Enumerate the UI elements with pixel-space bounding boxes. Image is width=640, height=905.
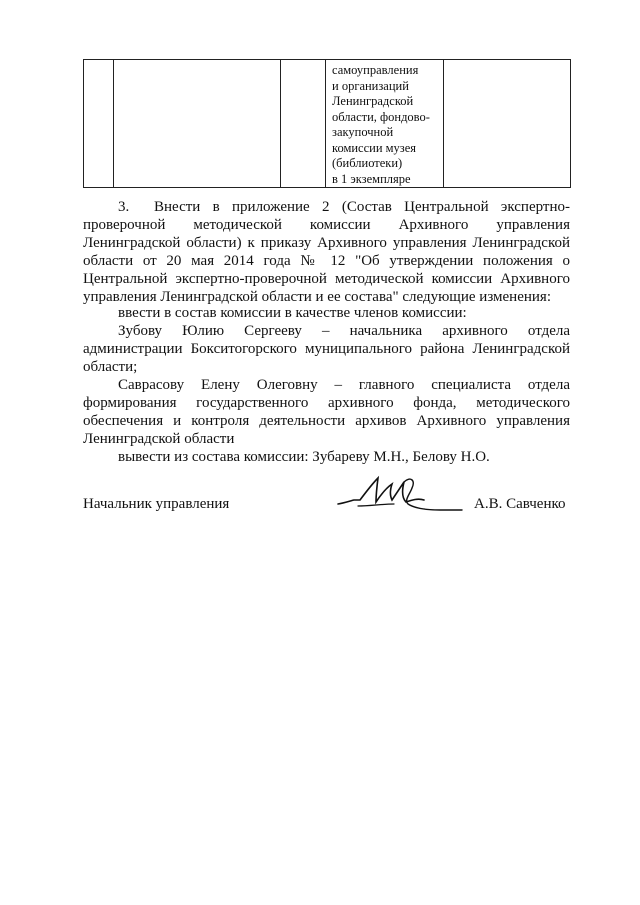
- signatory-title: Начальник управления: [83, 496, 230, 512]
- add-members-intro: [83, 304, 570, 322]
- add-members-text: ввести в состав комиссии в качестве членов комиссии:: [118, 305, 467, 321]
- member-2: [83, 376, 570, 448]
- table-cell-line: в 1 экземпляре: [332, 171, 411, 186]
- document-table-fragment: [83, 59, 571, 188]
- table-cell-empty-2: [114, 60, 281, 188]
- table-cell-lines: [326, 60, 443, 187]
- table-cell-line: закупочной: [332, 125, 394, 139]
- member-1: [83, 322, 570, 376]
- member-1-text: Зубову Юлию Сергееву – начальника архивного отдела администрации Бокситогорского муниципального района Ленинградской области;: [83, 323, 570, 375]
- table-cell-line: и организаций: [332, 78, 409, 93]
- table-row: [84, 60, 571, 188]
- remove-members: [83, 448, 570, 466]
- table-cell-empty-5: [444, 60, 571, 188]
- table-cell-line: комиссии музея: [332, 140, 417, 155]
- member-2-text: Саврасову Елену Олеговну – главного специалиста отдела формирования государственного архивного фонда, методического обеспечения и контроля деятельности архивов Архивного управления Ленинградской области: [83, 377, 570, 447]
- table-cell-empty-1: [84, 60, 114, 188]
- remove-members-text: вывести из состава комиссии: Зубареву М.Н., Белову Н.О.: [118, 449, 490, 465]
- table-cell-recipients: [326, 60, 444, 188]
- table-cell-line: самоуправления: [332, 63, 419, 77]
- item-number: 3.: [118, 199, 130, 215]
- item-3-body: Внести в приложение 2 (Состав Центральной экспертно-проверочной методической комиссии Архивного управления Ленинградской области) к приказу Архивного управления Ленинградской области от 20 мая 2014 года № 12 "Об утверждении положения о Центральной экспертно-проверочной методической комиссии Архивного управления Ленинградской области и ее состава" следующие изменения:: [83, 199, 570, 305]
- handwritten-signature: [330, 470, 470, 520]
- item-3-text: [83, 198, 570, 306]
- table-cell-line: (библиотеки): [332, 156, 403, 170]
- table-cell-line: Ленинградской: [332, 94, 414, 108]
- signatory-name: А.В. Савченко: [474, 496, 566, 512]
- table-cell-line: области, фондово-: [332, 109, 430, 124]
- table-cell-empty-3: [281, 60, 326, 188]
- item-3-paragraph: [83, 198, 570, 306]
